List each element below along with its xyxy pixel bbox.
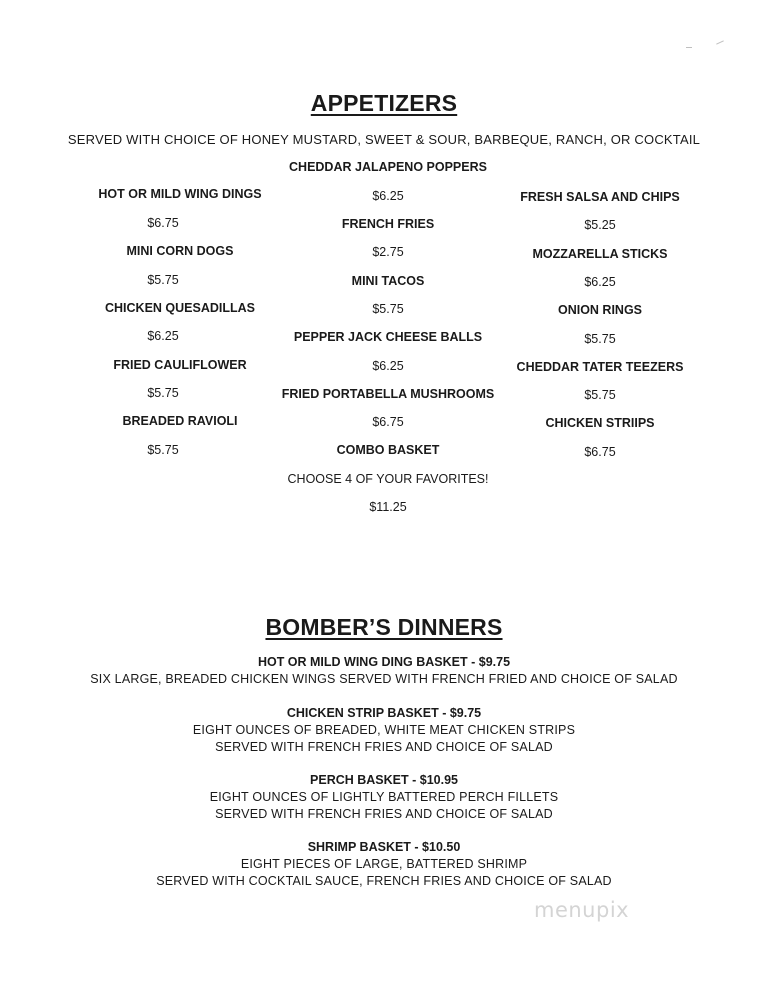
scan-speck [716, 40, 724, 44]
dinner-description: SERVED WITH COCKTAIL SAUCE, FRENCH FRIES AND CHOICE OF SALAD [156, 874, 612, 888]
appetizer-name: FRESH SALSA AND CHIPS [520, 190, 680, 204]
scan-speck [686, 47, 692, 48]
appetizer-price: $5.75 [584, 332, 616, 346]
appetizer-name: COMBO BASKET [336, 443, 440, 457]
combo-note: CHOOSE 4 OF YOUR FAVORITES! [287, 472, 489, 486]
dinner-description: EIGHT OUNCES OF LIGHTLY BATTERED PERCH FILLETS [209, 790, 559, 804]
appetizer-price: $6.25 [372, 359, 404, 373]
appetizer-price: $2.75 [372, 245, 404, 259]
appetizers-heading: APPETIZERS [310, 90, 458, 116]
dinner-description: EIGHT OUNCES OF BREADED, WHITE MEAT CHICKEN STRIPS [192, 723, 576, 737]
appetizer-name: CHICKEN QUESADILLAS [104, 301, 255, 315]
dinner-description: EIGHT PIECES OF LARGE, BATTERED SHRIMP [240, 857, 528, 871]
appetizer-price: $6.25 [584, 275, 616, 289]
appetizer-price: $5.75 [147, 386, 179, 400]
appetizer-price: $6.75 [584, 445, 616, 459]
appetizer-name: CHICKEN STRIIPS [545, 416, 655, 430]
appetizer-price: $5.75 [372, 302, 404, 316]
appetizer-name: MOZZARELLA STICKS [532, 247, 668, 261]
dinner-description: SERVED WITH FRENCH FRIES AND CHOICE OF SALAD [215, 807, 553, 821]
appetizer-price: $6.25 [372, 189, 404, 203]
appetizer-name: BREADED RAVIOLI [122, 414, 238, 428]
appetizer-price: $5.75 [147, 443, 179, 457]
appetizer-name: CHEDDAR TATER TEEZERS [516, 360, 684, 374]
appetizer-name: MINI TACOS [351, 274, 425, 288]
appetizers-served-with: SERVED WITH CHOICE OF HONEY MUSTARD, SWEET & SOUR, BARBEQUE, RANCH, OR COCKTAIL [67, 132, 701, 147]
dinner-description: SIX LARGE, BREADED CHICKEN WINGS SERVED WITH FRENCH FRIED AND CHOICE OF SALAD [90, 672, 678, 686]
appetizer-name: ONION RINGS [557, 303, 643, 317]
dinner-title: PERCH BASKET - $10.95 [310, 773, 458, 787]
dinners-heading: BOMBER’S DINNERS [265, 614, 503, 640]
menupix-watermark: menupix [534, 898, 630, 922]
dinner-title: HOT OR MILD WING DING BASKET - $9.75 [257, 655, 511, 669]
appetizer-name: FRIED CAULIFLOWER [113, 358, 247, 372]
appetizer-name: CHEDDAR JALAPENO POPPERS [289, 160, 487, 174]
appetizer-name: FRENCH FRIES [341, 217, 435, 231]
dinner-title: SHRIMP BASKET - $10.50 [307, 840, 461, 854]
dinner-description: SERVED WITH FRENCH FRIES AND CHOICE OF SALAD [215, 740, 553, 754]
combo-price: $11.25 [369, 500, 407, 514]
appetizer-price: $5.75 [147, 273, 179, 287]
appetizer-price: $5.25 [584, 218, 616, 232]
appetizer-name: FRIED PORTABELLA MUSHROOMS [281, 387, 495, 401]
dinner-title: CHICKEN STRIP BASKET - $9.75 [286, 706, 482, 720]
appetizer-price: $6.25 [147, 329, 179, 343]
appetizer-price: $6.75 [372, 415, 404, 429]
appetizer-price: $6.75 [147, 216, 179, 230]
appetizer-name: PEPPER JACK CHEESE BALLS [293, 330, 483, 344]
appetizer-price: $5.75 [584, 388, 616, 402]
appetizer-name: HOT OR MILD WING DINGS [98, 187, 262, 201]
appetizer-name: MINI CORN DOGS [126, 244, 234, 258]
